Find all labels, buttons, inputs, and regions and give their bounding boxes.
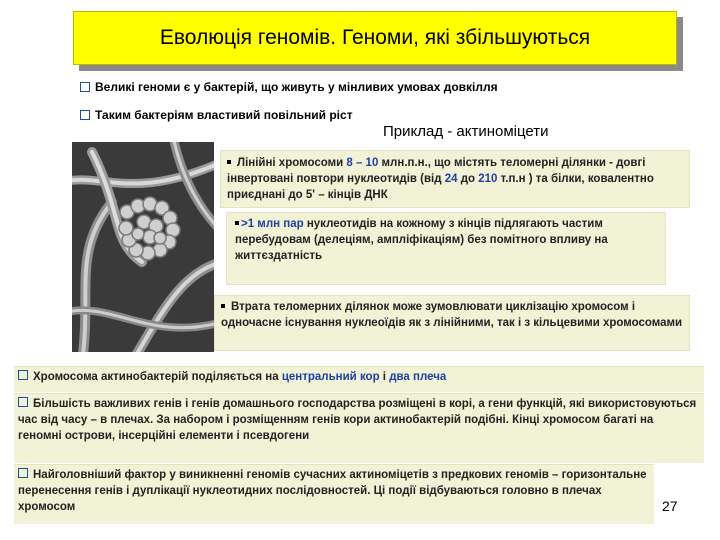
- bullet-item: [80, 108, 353, 122]
- square-bullet-icon: [227, 160, 231, 164]
- bullet-item: [80, 80, 498, 94]
- square-bullet-icon: [221, 304, 225, 308]
- checkbox-bullet-icon: [18, 370, 28, 380]
- info-box-linear-chromosomes: Лінійні хромосоми 8 – 10 млн.п.н., що містять теломерні ділянки - довгі інвертовані повтори нуклеотидів (від 24 до 210 т.п.н ) та білки, ковалентно приєднані до 5' – кінців ДНК: [220, 150, 690, 208]
- micrograph-image: [72, 142, 214, 352]
- slide-title-box: [73, 11, 677, 65]
- checkbox-bullet-icon: [80, 82, 90, 92]
- checkbox-bullet-icon: [18, 397, 28, 407]
- slide-title: Еволюція геномів. Геноми, які збільшуються: [159, 26, 591, 49]
- square-bullet-icon: [235, 221, 239, 225]
- subheading: Приклад - актиноміцети: [383, 123, 549, 140]
- page-number: 27: [662, 498, 678, 514]
- checkbox-bullet-icon: [80, 110, 90, 120]
- bottom-section-gene-distribution: Більшість важливих генів і генів домашнього господарства розміщені в корі, а гени функцій, які використовуються час від часу – в плечах. За набором і розміщенням генів кори актинобактерій подібні. Кінці хромосом багаті на геномні острови, інсерційні елементи і псевдогени: [14, 393, 704, 463]
- bullet-text: Таким бактеріям властивий повільний ріст: [95, 108, 353, 122]
- checkbox-bullet-icon: [18, 468, 28, 478]
- bottom-section-evolution-factor: Найголовніший фактор у виникненні геномів сучасних актиноміцетів з предкових геномів – горизонтальне перенесення генів і дуплікації нуклеотидних послідовностей. Ці події відбуваються головно в плечах хромосом: [14, 464, 654, 524]
- info-box-telomere-loss: Втрата теломерних ділянок може зумовлювати циклізацію хромосом і одночасне існування нуклеоїдів як з лінійними, так і з кільцевими хромосомами: [214, 295, 690, 351]
- actinomycete-micrograph: [72, 142, 214, 352]
- bottom-section-chromosome-structure: Хромосома актинобактерій поділяється на центральний кор і два плеча: [14, 366, 704, 392]
- bullet-text: Великі геноми є у бактерій, що живуть у мінливих умовах довкілля: [95, 80, 498, 94]
- info-box-rearrangements: >1 млн пар нуклеотидів на кожному з кінців підлягають частим перебудовам (делеціям, ампліфікаціям) без помітного впливу на життєздатність: [226, 212, 666, 285]
